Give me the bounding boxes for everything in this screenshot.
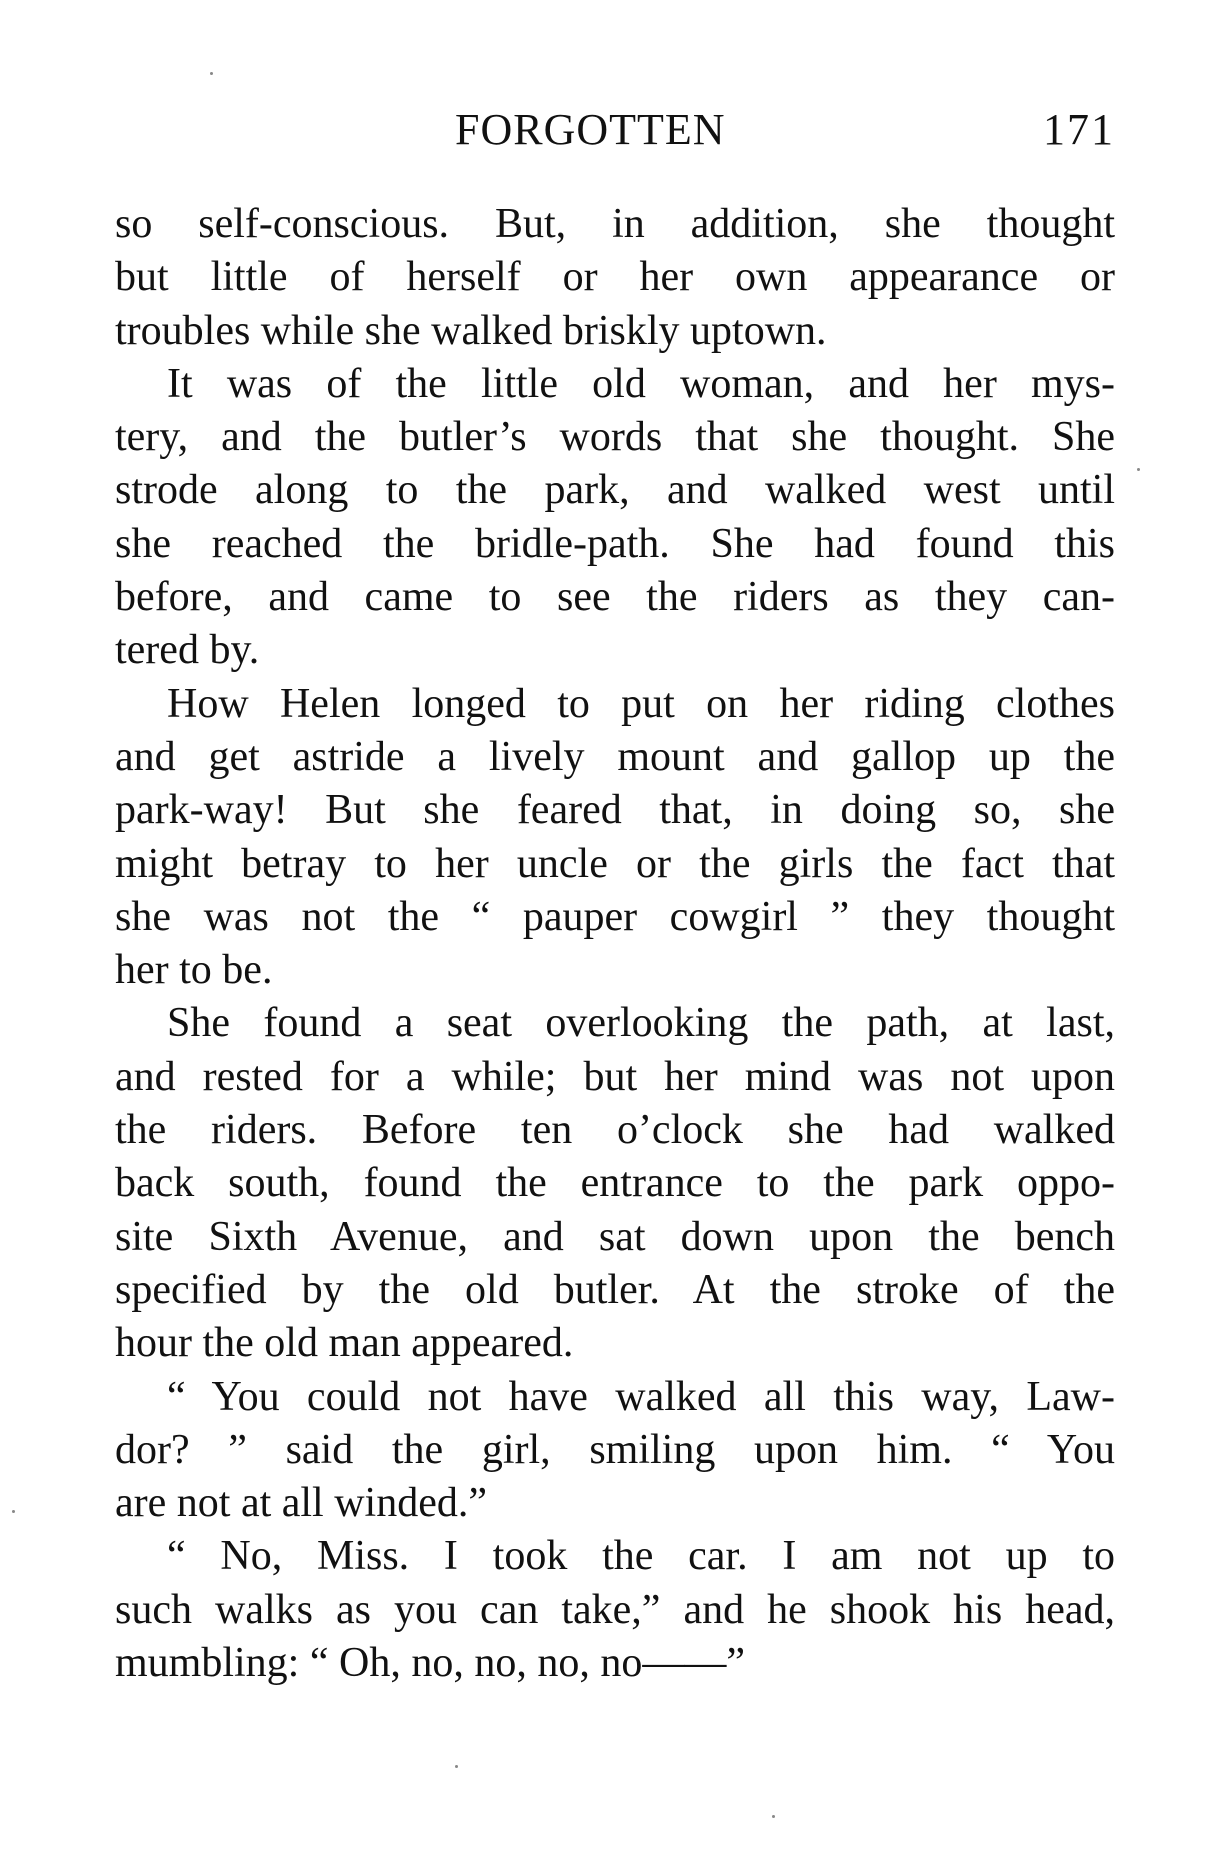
text-line: are not at all winded.” <box>115 1480 488 1527</box>
text-line: and rested for a while; but her mind was not upon <box>115 1053 1115 1100</box>
paragraph <box>115 1530 1115 1690</box>
paragraph <box>115 1371 1115 1531</box>
text-line: she reached the bridle-path. She had found this <box>115 520 1115 567</box>
text-line: before, and came to see the riders as they can- <box>115 574 1115 621</box>
text-line: specified by the old butler. At the stroke of the <box>115 1266 1115 1313</box>
text-line: site Sixth Avenue, and sat down upon the bench <box>115 1213 1115 1260</box>
text-line: such walks as you can take,” and he shook his head, <box>115 1586 1115 1633</box>
page-header <box>115 100 1115 160</box>
scan-speck <box>210 72 213 75</box>
paragraph <box>115 678 1115 998</box>
text-line: and get astride a lively mount and gallop up the <box>115 733 1115 780</box>
paragraph <box>115 198 1115 358</box>
page-number: 171 <box>1043 105 1115 154</box>
text-line: park-way! But she feared that, in doing so, she <box>115 787 1115 834</box>
text-line: “ You could not have walked all this way, Law- <box>167 1373 1115 1420</box>
text-line: the riders. Before ten o’clock she had walked <box>115 1107 1115 1154</box>
text-line: troubles while she walked briskly uptown. <box>115 307 827 354</box>
scan-speck <box>772 1815 775 1818</box>
text-line: but little of herself or her own appearance or <box>115 254 1115 301</box>
scan-speck <box>12 1510 15 1513</box>
text-line: so self-conscious. But, in addition, she thought <box>115 201 1115 247</box>
text-line: It was of the little old woman, and her mys- <box>167 360 1115 407</box>
text-line: her to be. <box>115 947 273 994</box>
text-line: tery, and the butler’s words that she thought. She <box>115 414 1115 461</box>
text-line: she was not the “ pauper cowgirl ” they thought <box>115 893 1115 940</box>
text-line: hour the old man appeared. <box>115 1320 574 1367</box>
text-line: might betray to her uncle or the girls the fact that <box>115 840 1115 887</box>
text-line: mumbling: “ Oh, no, no, no, no——” <box>115 1640 745 1687</box>
text-line: tered by. <box>115 627 260 674</box>
text-line: back south, found the entrance to the park oppo- <box>115 1160 1115 1207</box>
text-line: She found a seat overlooking the path, at last, <box>167 1000 1115 1047</box>
text-line: dor? ” said the girl, smiling upon him. “ You <box>115 1426 1115 1473</box>
running-title: FORGOTTEN <box>455 105 726 154</box>
text-line: How Helen longed to put on her riding clothes <box>167 680 1115 727</box>
body-text <box>115 198 1115 1690</box>
text-line: “ No, Miss. I took the car. I am not up to <box>167 1533 1115 1580</box>
paragraph <box>115 997 1115 1370</box>
scan-speck <box>455 1765 458 1768</box>
text-line: strode along to the park, and walked west until <box>115 467 1115 514</box>
scan-speck <box>1137 468 1140 471</box>
paragraph <box>115 358 1115 678</box>
